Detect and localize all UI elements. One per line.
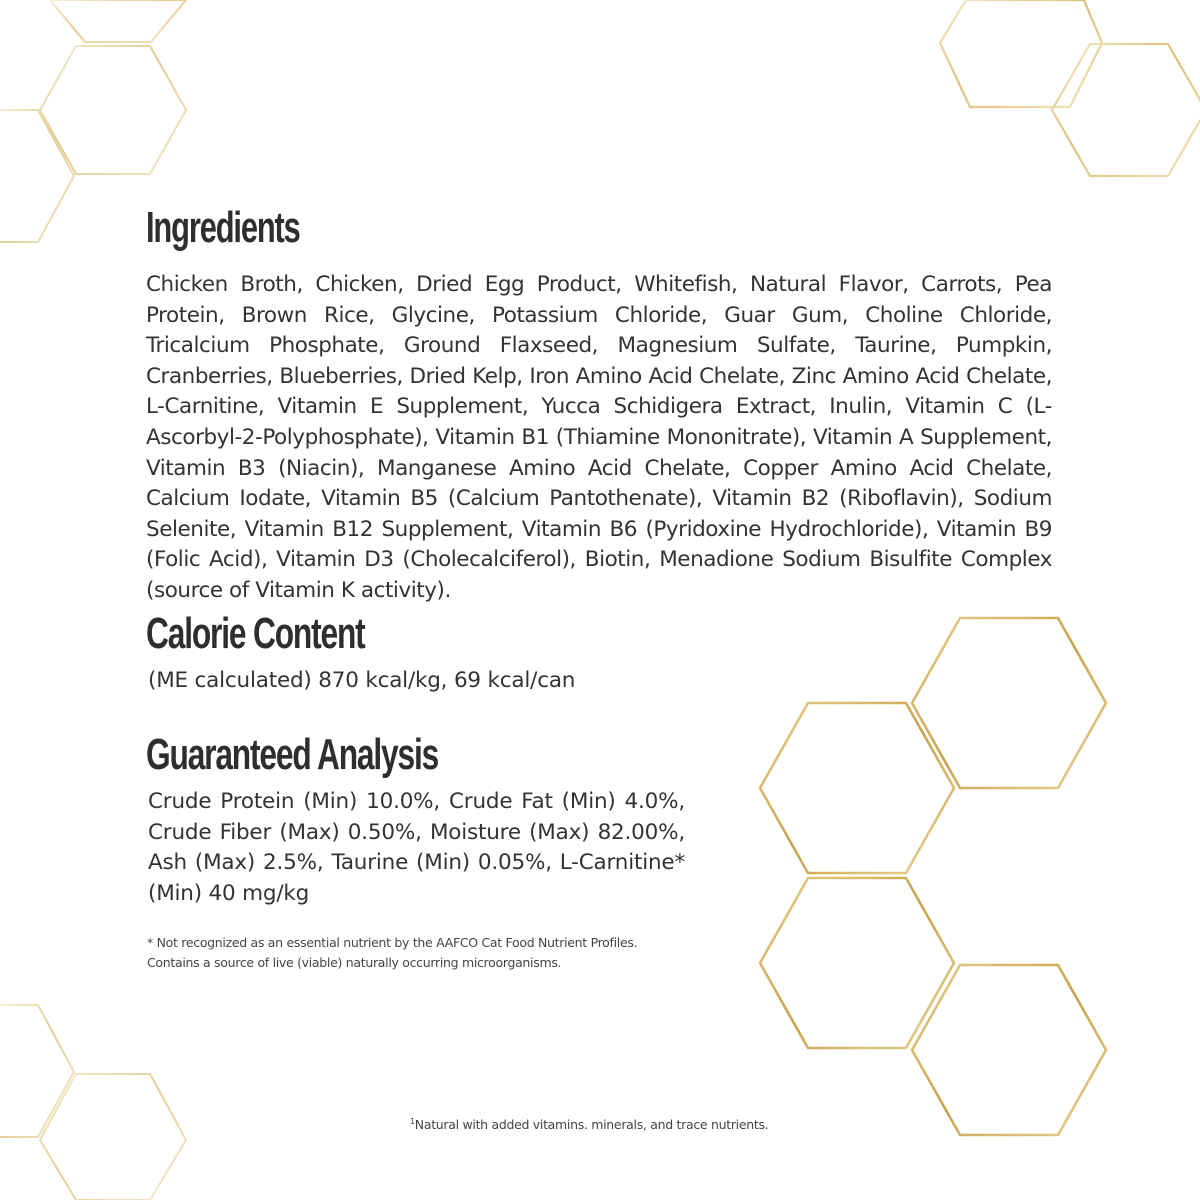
ingredients-text: Chicken Broth, Chicken, Dried Egg Product, Whitefish, Natural Flavor, Carrots, Pea Protein, Brown Rice, Glycine, Potassium Chloride, Guar Gum, Choline Chloride, Tricalcium Phosphate, Ground Flaxseed, Magnesium Sulfate, Taurine, Pumpkin, Cranberries, Blueberries, Dried Kelp, Iron Amino Acid Chelate, Zinc Amino Acid Chelate, L-Carnitine, Vitamin E Supplement, Yucca Schidigera Extract, Inulin, Vitamin C (L-Ascorbyl-2-Polyphosphate), Vitamin B1 (Thiamine Mononitrate), Vitamin A Supplement, Vitamin B3 (Niacin), Manganese Amino Acid Chelate, Copper Amino Acid Chelate, Calcium Iodate, Vitamin B5 (Calcium Pantothenate), Vitamin B2 (Riboflavin), Sodium Selenite, Vitamin B12 Supplement, Vitamin B6 (Pyridoxine Hydrochloride), Vitamin B9 (Folic Acid), Vitamin D3 (Cholecalciferol), Biotin, Menadione Sodium Bisulfite Complex (source of Vitamin K activity). — [146, 272, 1052, 603]
hexagon-shape — [760, 878, 954, 1048]
natural-footnote — [410, 1117, 768, 1132]
microorganisms-footnote: Contains a source of live (viable) naturally occurring microorganisms. — [147, 955, 562, 970]
hexagon-shape — [40, 46, 186, 174]
hexagon-shape — [760, 703, 954, 873]
calorie-content-text: (ME calculated) 870 kcal/kg, 69 kcal/can — [148, 668, 576, 693]
hexagon-shape — [40, 1074, 186, 1200]
hexagon-shape — [912, 618, 1106, 788]
hexagon-shape — [940, 0, 1102, 107]
guaranteed-analysis-heading: Guaranteed Analysis — [146, 730, 439, 779]
hexagon-shape — [50, 0, 186, 42]
calorie-content-heading: Calorie Content — [146, 609, 365, 658]
guaranteed-analysis-text: Crude Protein (Min) 10.0%, Crude Fat (Min) 4.0%, Crude Fiber (Max) 0.50%, Moisture (Max) 82.00%, Ash (Max) 2.5%, Taurine (Min) 0.05%, L-Carnitine* (Min) 40 mg/kg — [148, 789, 685, 906]
ingredients-heading: Ingredients — [146, 203, 300, 252]
footnote-marker: 1 — [410, 1116, 415, 1126]
hexagon-shape — [0, 110, 74, 242]
hexagon-shape — [0, 1005, 74, 1137]
hexagon-shape — [912, 965, 1106, 1135]
hexagon-shape — [1052, 44, 1200, 176]
aafco-footnote: * Not recognized as an essential nutrient by the AAFCO Cat Food Nutrient Profiles. — [147, 935, 638, 950]
natural-footnote-text: Natural with added vitamins. minerals, and trace nutrients. — [414, 1117, 769, 1132]
